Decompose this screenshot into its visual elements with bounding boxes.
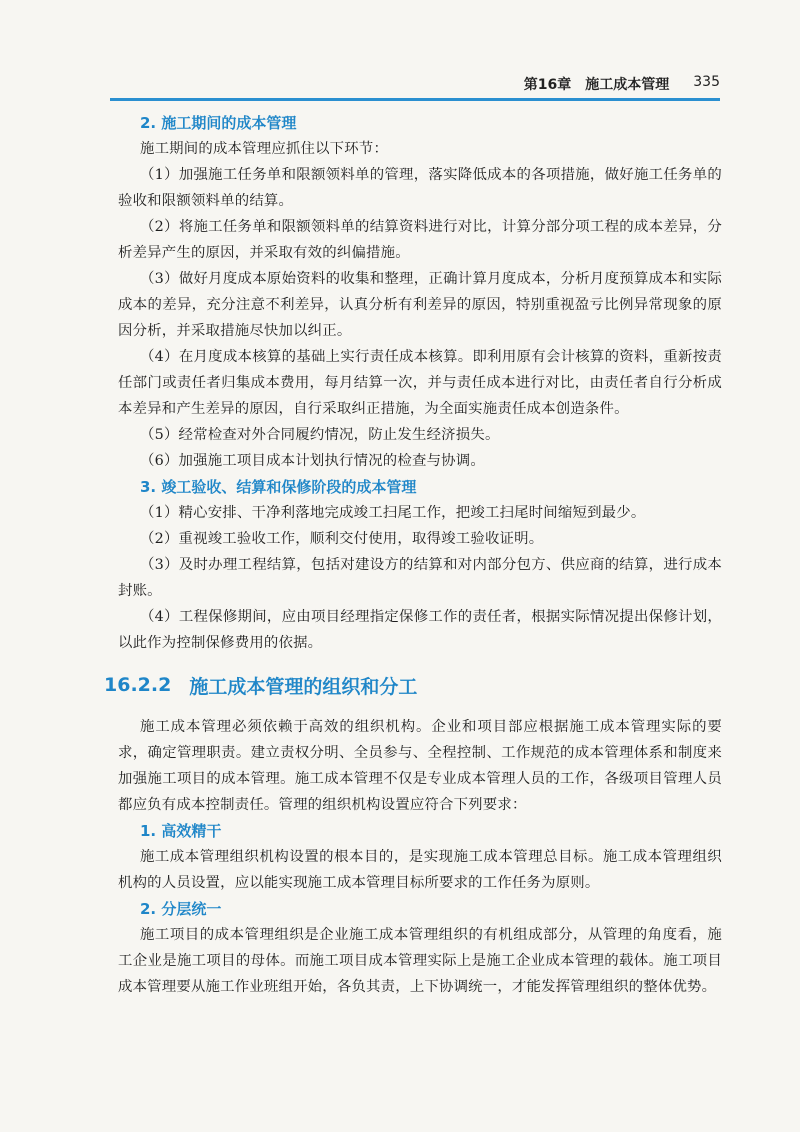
paragraph: 施工项目的成本管理组织是企业施工成本管理组织的有机组成部分，从管理的角度看，施工企业是施工项目的母体。而施工项目成本管理实际上是施工企业成本管理的载体。施工项目成本管理要从施工作业班组开始，各负其责，上下协调统一，才能发挥管理组织的整体优势。 [118, 927, 722, 995]
subheading-completion-stage: 3. 竣工验收、结算和保修阶段的成本管理 [140, 478, 417, 496]
section-heading-16-2-2 [104, 670, 722, 700]
section-number: 16.2.2 [104, 674, 172, 696]
chapter-title: 施工成本管理 [585, 77, 670, 93]
list-item: （4）工程保修期间，应由项目经理指定保修工作的责任者，根据实际情况提出保修计划，以此作为控制保修费用的依据。 [118, 609, 722, 651]
page-body [104, 110, 722, 1000]
subheading-construction-period: 2. 施工期间的成本管理 [140, 114, 297, 132]
list-item: （5）经常检查对外合同履约情况，防止发生经济损失。 [140, 427, 500, 443]
section-title: 施工成本管理的组织和分工 [189, 675, 418, 698]
list-item: （3）及时办理工程结算，包括对建设方的结算和对内部分包方、供应商的结算，进行成本封账。 [118, 557, 722, 599]
paragraph: 施工成本管理组织机构设置的根本目的，是实现施工成本管理总目标。施工成本管理组织机构的人员设置，应以能实现施工成本管理目标所要求的工作任务为原则。 [118, 849, 722, 891]
subheading-layered-unified: 2. 分层统一 [140, 900, 222, 918]
list-item: （2）将施工任务单和限额领料单的结算资料进行对比，计算分部分项工程的成本差异，分析差异产生的原因，并采取有效的纠偏措施。 [118, 219, 722, 261]
list-item: （2）重视竣工验收工作，顺利交付使用，取得竣工验收证明。 [140, 531, 544, 547]
list-item: （3）做好月度成本原始资料的收集和整理，正确计算月度成本，分析月度预算成本和实际成本的差异，充分注意不利差异，认真分析有利差异的原因，特别重视盈亏比例异常现象的原因分析，并采取措施尽快加以纠正。 [118, 271, 722, 339]
list-item: （6）加强施工项目成本计划执行情况的检查与协调。 [140, 453, 485, 469]
list-item: （4）在月度成本核算的基础上实行责任成本核算。即利用原有会计核算的资料，重新按责任部门或责任者归集成本费用，每月结算一次，并与责任成本进行对比，由责任者自行分析成本差异和产生差异的原因，自行采取纠正措施，为全面实施责任成本创造条件。 [118, 349, 722, 417]
chapter-number: 第16章 [523, 77, 572, 93]
page-number: 335 [693, 74, 720, 90]
list-item: （1）加强施工任务单和限额领料单的管理，落实降低成本的各项措施，做好施工任务单的验收和限额领料单的结算。 [118, 167, 722, 209]
subheading-efficient: 1. 高效精干 [140, 822, 222, 840]
paragraph: 施工成本管理必须依赖于高效的组织机构。企业和项目部应根据施工成本管理实际的要求，确定管理职责。建立责权分明、全员参与、全程控制、工作规范的成本管理体系和制度来加强施工项目的成本管理。施工成本管理不仅是专业成本管理人员的工作，各级项目管理人员都应负有成本控制责任。管理的组织机构设置应符合下列要求： [118, 719, 722, 813]
header-text [524, 74, 720, 94]
paragraph: 施工期间的成本管理应抓住以下环节： [140, 141, 389, 157]
running-header [110, 70, 720, 101]
list-item: （1）精心安排、干净利落地完成竣工扫尾工作，把竣工扫尾时间缩短到最少。 [140, 505, 646, 521]
